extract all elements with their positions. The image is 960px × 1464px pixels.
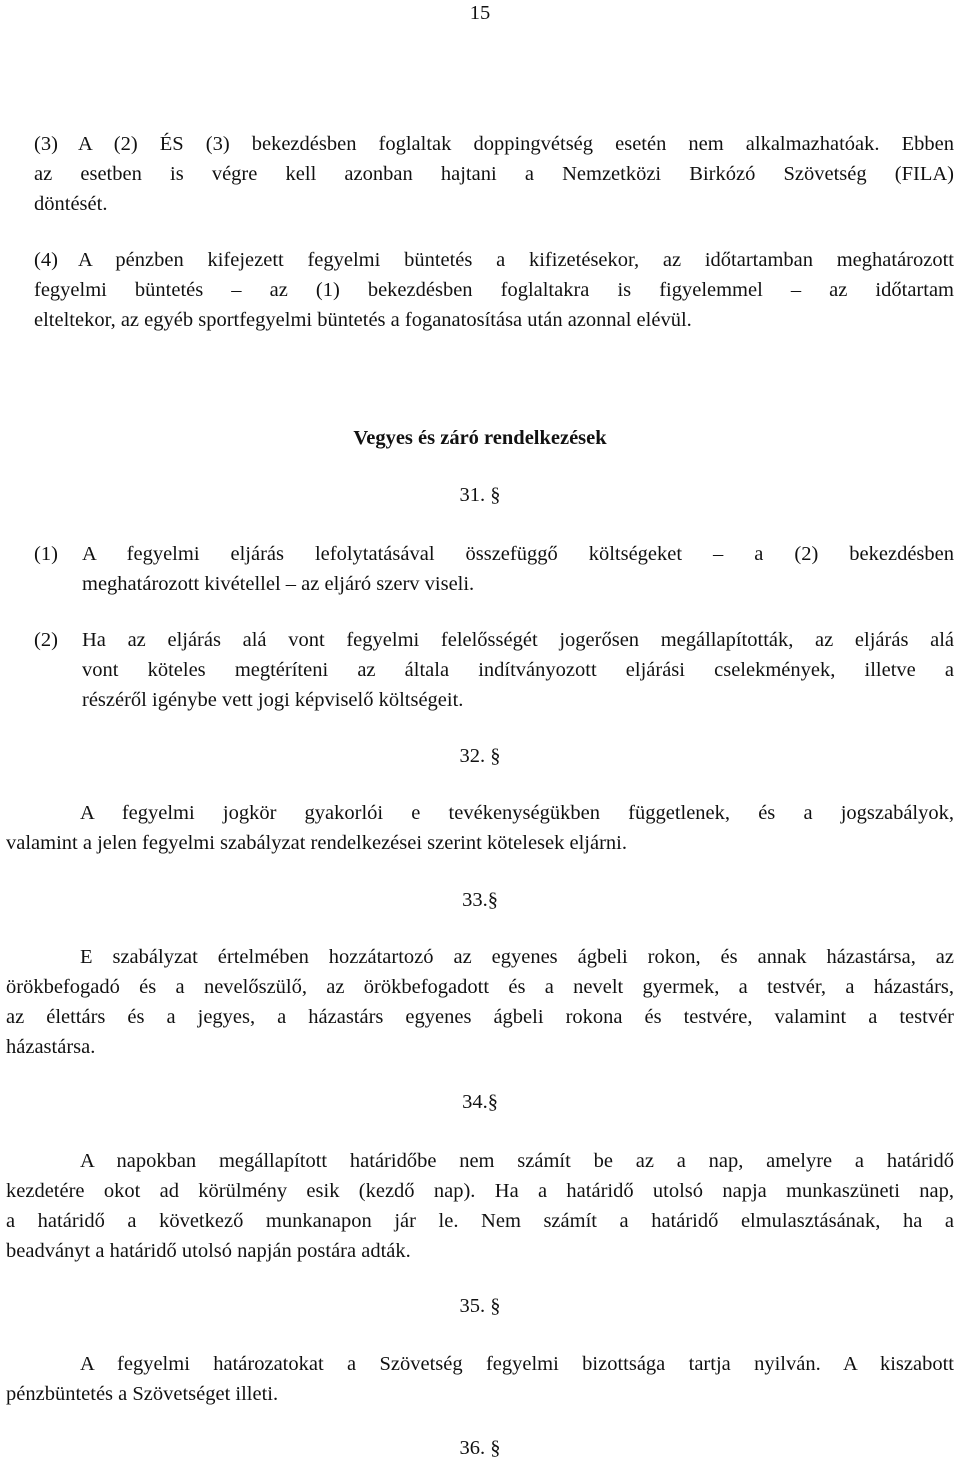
text-line: Ha az eljárás alá vont fegyelmi felelősségét jogerősen megállapították, az eljárás alá xyxy=(82,629,954,651)
paragraph-number: (3) xyxy=(34,133,58,155)
text-line: A pénzben kifejezett fegyelmi büntetés a kifizetésekor, az időtartamban meghatározott xyxy=(78,249,954,271)
text-line: házastársa. xyxy=(6,1036,96,1058)
section-heading-32: 32. § xyxy=(459,745,501,767)
page-number: 15 xyxy=(469,2,491,24)
text-line: vont köteles megtéríteni az általa indítványozott eljárási cselekmények, illetve a xyxy=(82,659,954,681)
text-line: a határidő a következő munkanapon jár le. Nem számít a határidő elmulasztásának, ha a xyxy=(6,1210,954,1232)
text-line: elteltekor, az egyéb sportfegyelmi büntetés a foganatosítása után azonnal elévül. xyxy=(34,309,692,331)
section-heading-33: 33.§ xyxy=(462,889,498,911)
text-line: A napokban megállapított határidőbe nem számít be az a nap, amelyre a határidő xyxy=(80,1150,954,1172)
text-line: valamint a jelen fegyelmi szabályzat rendelkezései szerint kötelesek eljárni. xyxy=(6,832,627,854)
text-line: részéről igénybe vett jogi képviselő költségeit. xyxy=(82,689,464,711)
text-line: kezdetére okot ad körülmény esik (kezdő nap). Ha a határidő utolsó napja munkaszüneti nap, xyxy=(6,1180,954,1202)
text-line: A (2) ÉS (3) bekezdésben foglaltak doppingvétség esetén nem alkalmazhatóak. Ebben xyxy=(78,133,954,155)
section-heading-36: 36. § xyxy=(459,1437,501,1459)
text-line: A fegyelmi eljárás lefolytatásával összefüggő költségeket – a (2) bekezdésben xyxy=(82,543,954,565)
text-line: A fegyelmi határozatokat a Szövetség fegyelmi bizottsága tartja nyilván. A kiszabott xyxy=(80,1353,954,1375)
text-line: beadványt a határidő utolsó napján postára adták. xyxy=(6,1240,411,1262)
text-line: örökbefogadó és a nevelőszülő, az örökbefogadott és a nevelt gyermek, a testvér, a házastárs, xyxy=(6,976,954,998)
text-line: A fegyelmi jogkör gyakorlói e tevékenységükben függetlenek, és a jogszabályok, xyxy=(80,802,954,824)
section-title: Vegyes és záró rendelkezések xyxy=(353,427,607,449)
text-line: az élettárs és a jegyes, a házastárs egyenes ágbeli rokona és testvére, valamint a testvér xyxy=(6,1006,954,1028)
section-heading-34: 34.§ xyxy=(462,1091,498,1113)
text-line: döntését. xyxy=(34,193,108,215)
text-line: az esetben is végre kell azonban hajtani a Nemzetközi Birkózó Szövetség (FILA) xyxy=(34,163,954,185)
section-heading-35: 35. § xyxy=(459,1295,501,1317)
paragraph-number: (2) xyxy=(34,629,58,651)
text-line: fegyelmi büntetés – az (1) bekezdésben foglaltakra is figyelemmel – az időtartam xyxy=(34,279,954,301)
text-line: meghatározott kivétellel – az eljáró szerv viseli. xyxy=(82,573,475,595)
section-heading-31: 31. § xyxy=(459,484,501,506)
text-line: E szabályzat értelmében hozzátartozó az egyenes ágbeli rokon, és annak házastársa, az xyxy=(80,946,954,968)
text-line: pénzbüntetés a Szövetséget illeti. xyxy=(6,1383,279,1405)
paragraph-number: (1) xyxy=(34,543,58,565)
paragraph-number: (4) xyxy=(34,249,58,271)
